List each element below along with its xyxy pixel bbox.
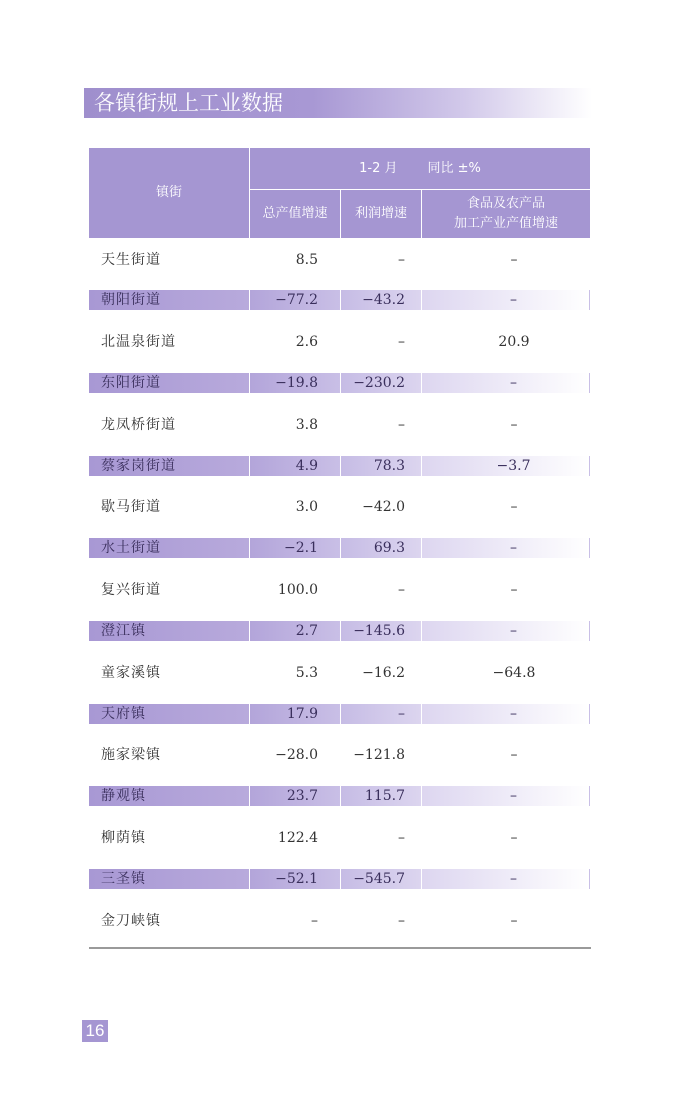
row-output-growth: – bbox=[311, 913, 318, 929]
table-row bbox=[89, 415, 590, 435]
row-name: 金刀峡镇 bbox=[101, 913, 161, 929]
page-number: 16 bbox=[82, 1020, 108, 1042]
header-profit-growth bbox=[341, 190, 421, 238]
row-profit-growth: −230.2 bbox=[341, 373, 421, 393]
row-profit-growth: 69.3 bbox=[341, 538, 421, 558]
row-food-growth: – bbox=[510, 830, 518, 846]
row-name: 复兴街道 bbox=[101, 582, 161, 598]
table-row bbox=[89, 290, 590, 310]
table-row bbox=[89, 911, 590, 931]
row-profit-growth: – bbox=[398, 334, 405, 350]
header-period-label: 1-2 月 bbox=[359, 160, 398, 176]
row-profit-growth: – bbox=[398, 252, 405, 268]
row-output-growth: −28.0 bbox=[275, 747, 318, 763]
row-food-growth: – bbox=[422, 869, 590, 889]
row-output-growth: 100.0 bbox=[277, 582, 318, 598]
table-row bbox=[89, 663, 590, 683]
table-row bbox=[89, 538, 590, 558]
header-profit-growth-label: 利润增速 bbox=[354, 206, 407, 221]
table-row bbox=[89, 456, 590, 476]
row-profit-growth: – bbox=[398, 830, 405, 846]
header-town-street bbox=[89, 148, 249, 238]
table-row bbox=[89, 497, 590, 517]
row-output-growth: 122.4 bbox=[277, 830, 318, 846]
table-row bbox=[89, 373, 590, 393]
row-output-growth: 2.7 bbox=[250, 621, 340, 641]
header-output-growth-label: 总产值增速 bbox=[262, 206, 328, 221]
row-profit-growth: – bbox=[398, 582, 405, 598]
table-bottom-rule bbox=[89, 947, 591, 949]
row-food-growth: – bbox=[510, 913, 518, 929]
table-row bbox=[89, 869, 590, 889]
row-name: 童家溪镇 bbox=[101, 665, 161, 681]
header-comparison-label: 同比 ±% bbox=[427, 160, 481, 176]
row-output-growth: −19.8 bbox=[250, 373, 340, 393]
row-profit-growth: −16.2 bbox=[362, 665, 405, 681]
header-food-growth-line2: 加工产业产值增速 bbox=[453, 216, 558, 231]
row-food-growth: – bbox=[422, 704, 590, 724]
row-name: 东阳街道 bbox=[89, 373, 249, 393]
header-period-group bbox=[250, 148, 590, 189]
row-output-growth: 3.8 bbox=[295, 417, 318, 433]
row-food-growth: 20.9 bbox=[498, 334, 530, 350]
row-name: 歇马街道 bbox=[101, 499, 161, 515]
row-food-growth: – bbox=[422, 538, 590, 558]
row-output-growth: −52.1 bbox=[250, 869, 340, 889]
row-output-growth: 5.3 bbox=[295, 665, 318, 681]
table-row bbox=[89, 786, 590, 806]
row-profit-growth: 78.3 bbox=[341, 456, 421, 476]
row-name: 澄江镇 bbox=[89, 621, 249, 641]
table-row bbox=[89, 704, 590, 724]
row-food-growth: – bbox=[510, 499, 518, 515]
row-profit-growth: – bbox=[341, 704, 421, 724]
row-name: 天府镇 bbox=[89, 704, 249, 724]
page-title: 各镇街规上工业数据 bbox=[94, 91, 283, 115]
row-food-growth: – bbox=[422, 621, 590, 641]
row-profit-growth: −42.0 bbox=[362, 499, 405, 515]
row-profit-growth: −545.7 bbox=[341, 869, 421, 889]
table-row bbox=[89, 580, 590, 600]
row-food-growth: – bbox=[510, 582, 518, 598]
row-output-growth: 2.6 bbox=[295, 334, 318, 350]
row-output-growth: −77.2 bbox=[250, 290, 340, 310]
row-profit-growth: – bbox=[398, 913, 405, 929]
row-output-growth: −2.1 bbox=[250, 538, 340, 558]
table-row bbox=[89, 332, 590, 352]
table-row bbox=[89, 828, 590, 848]
header-food-growth-line1: 食品及农产品 bbox=[466, 196, 545, 211]
row-name: 朝阳街道 bbox=[89, 290, 249, 310]
row-profit-growth: – bbox=[398, 417, 405, 433]
row-name: 柳荫镇 bbox=[101, 830, 146, 846]
row-food-growth: – bbox=[422, 373, 590, 393]
row-name: 北温泉街道 bbox=[101, 334, 176, 350]
table-row bbox=[89, 621, 590, 641]
row-profit-growth: 115.7 bbox=[341, 786, 421, 806]
row-food-growth: −64.8 bbox=[492, 665, 536, 681]
table-row bbox=[89, 250, 590, 270]
row-name: 龙凤桥街道 bbox=[101, 417, 176, 433]
row-food-growth: – bbox=[510, 747, 518, 763]
row-profit-growth: −43.2 bbox=[341, 290, 421, 310]
header-food-growth bbox=[422, 190, 590, 238]
header-output-growth bbox=[250, 190, 340, 238]
row-profit-growth: −145.6 bbox=[341, 621, 421, 641]
table-row bbox=[89, 745, 590, 765]
row-output-growth: 4.9 bbox=[250, 456, 340, 476]
row-output-growth: 23.7 bbox=[250, 786, 340, 806]
row-output-growth: 8.5 bbox=[295, 252, 318, 268]
row-food-growth: – bbox=[510, 417, 518, 433]
row-name: 蔡家岗街道 bbox=[89, 456, 249, 476]
row-name: 三圣镇 bbox=[89, 869, 249, 889]
row-output-growth: 17.9 bbox=[250, 704, 340, 724]
row-food-growth: −3.7 bbox=[422, 456, 590, 476]
row-food-growth: – bbox=[422, 786, 590, 806]
row-output-growth: 3.0 bbox=[295, 499, 318, 515]
row-name: 水土街道 bbox=[89, 538, 249, 558]
row-name: 天生街道 bbox=[101, 252, 161, 268]
row-profit-growth: −121.8 bbox=[353, 747, 405, 763]
header-town-street-label: 镇街 bbox=[155, 185, 182, 200]
row-name: 施家梁镇 bbox=[101, 747, 161, 763]
row-food-growth: – bbox=[510, 252, 518, 268]
section-title-bar bbox=[84, 88, 592, 118]
row-name: 静观镇 bbox=[89, 786, 249, 806]
row-food-growth: – bbox=[422, 290, 590, 310]
